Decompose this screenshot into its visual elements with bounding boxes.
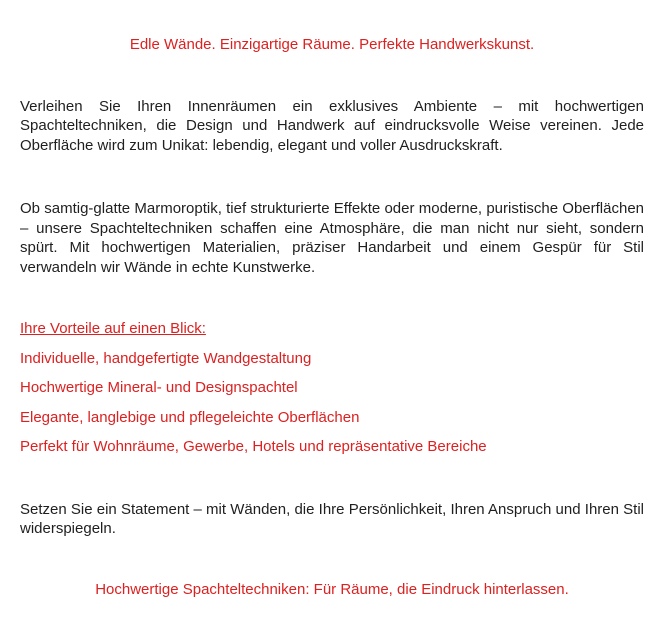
benefits-heading: Ihre Vorteile auf einen Blick: xyxy=(20,320,206,337)
intro-paragraph: Verleihen Sie Ihren Innenräumen ein exklusives Ambiente – mit hochwertigen Spachteltechniken, die Design und Handwerk auf eindrucksvolle Weise vereinen. Jede Oberfläche wird zum Unikat: lebendig, elegant und voller Ausdruckskraft. xyxy=(20,97,644,154)
benefit-item-3: Elegante, langlebige und pflegeleichte Oberflächen xyxy=(20,408,360,426)
statement-paragraph: Setzen Sie ein Statement – mit Wänden, die Ihre Persönlichkeit, Ihren Anspruch und Ihren Stil widerspiegeln. xyxy=(20,500,644,537)
benefit-item-4: Perfekt für Wohnräume, Gewerbe, Hotels und repräsentative Bereiche xyxy=(20,438,487,455)
benefit-item-2: Hochwertige Mineral- und Designspachtel xyxy=(20,379,298,396)
description-paragraph: Ob samtig-glatte Marmoroptik, tief strukturierte Effekte oder moderne, puristische Oberflächen – unsere Spachteltechniken schaffen eine Atmosphäre, die man nicht nur sieht, sondern spürt. Mit hochwertigen Materialien, präziser Handarbeit und einem Gespür für Stil verwandeln wir Wände in echte Kunstwerke. xyxy=(20,200,644,276)
page-title: Edle Wände. Einzigartige Räume. Perfekte Handwerkskunst. xyxy=(129,36,535,53)
benefit-item-1: Individuelle, handgefertigte Wandgestaltung xyxy=(20,349,312,367)
footer-tagline: Hochwertige Spachteltechniken: Für Räume, die Eindruck hinterlassen. xyxy=(95,580,569,598)
benefits-list xyxy=(20,349,644,457)
